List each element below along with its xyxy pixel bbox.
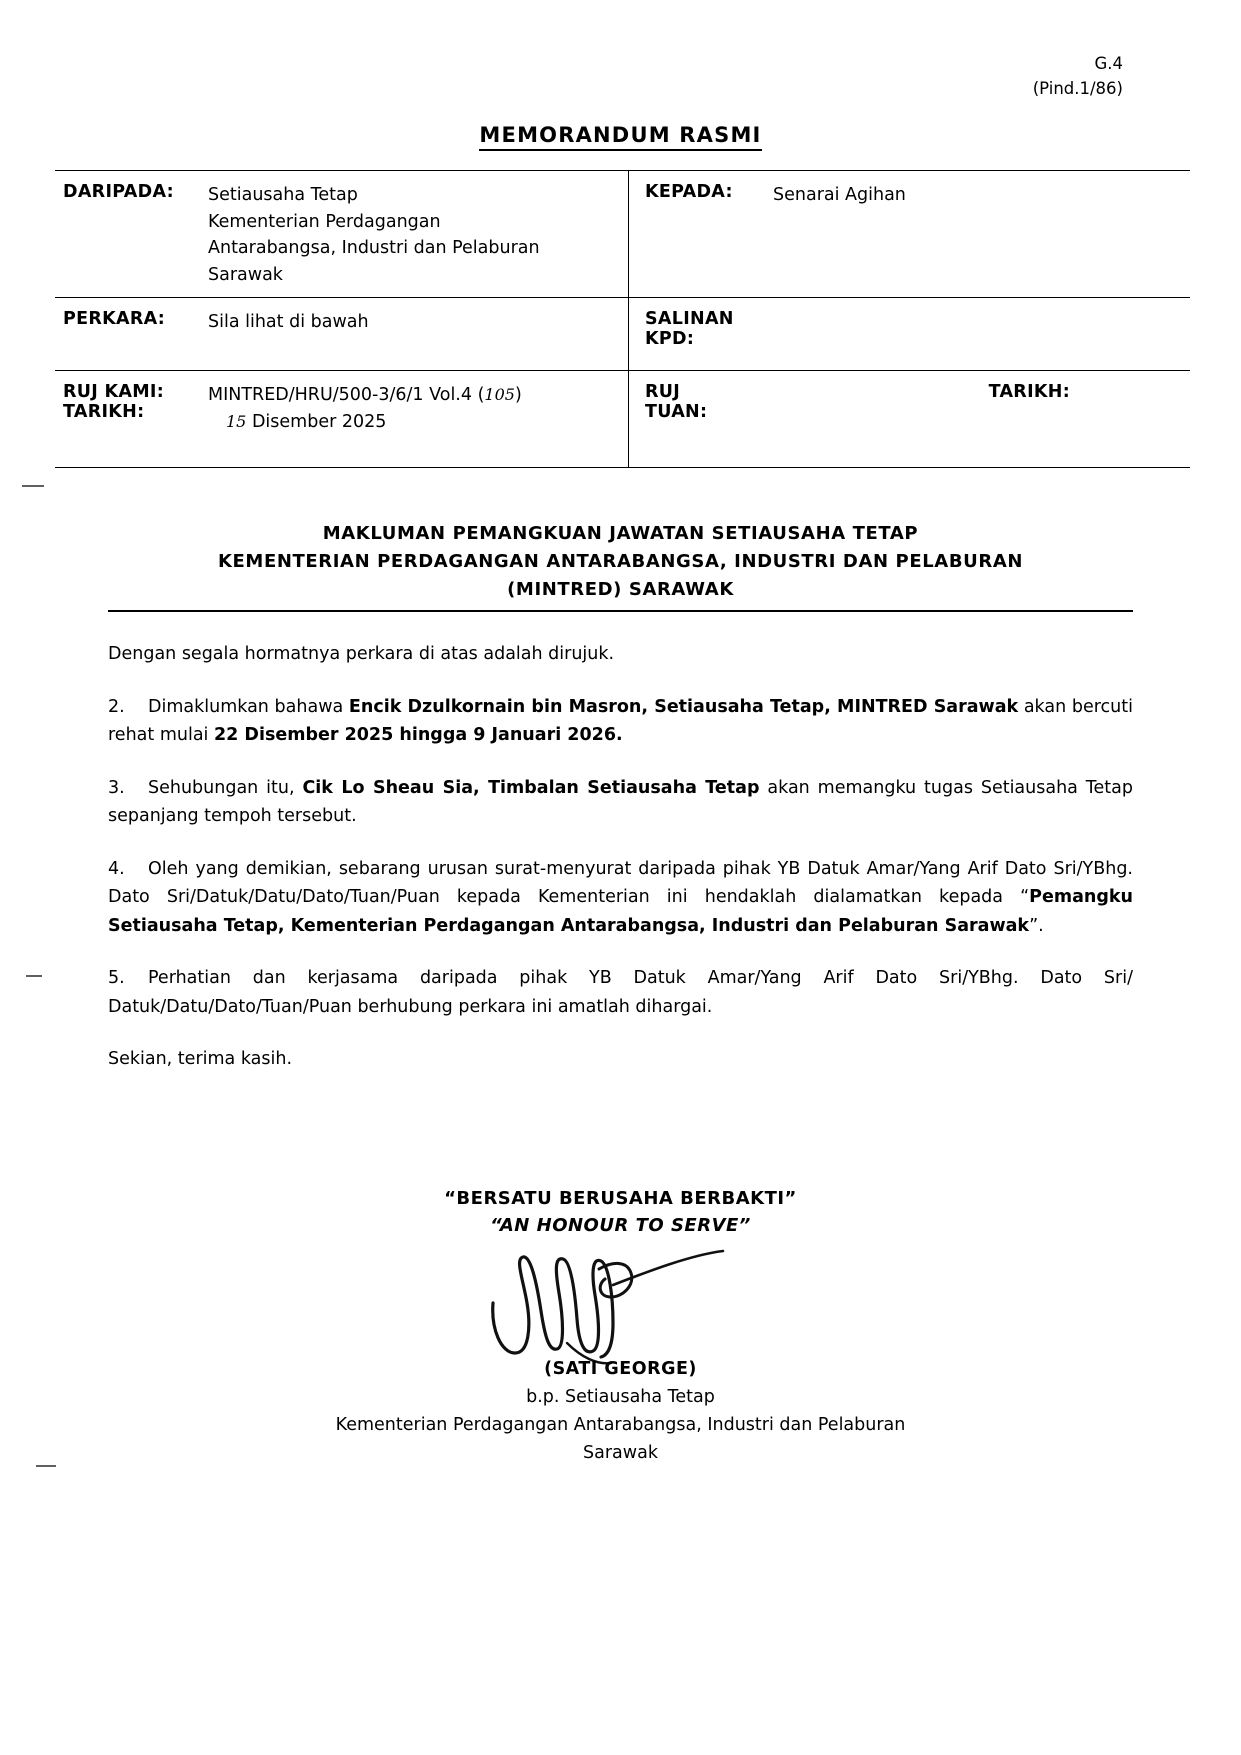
tarikh-value	[208, 409, 522, 436]
ruj-kami-label: RUJ KAMI:	[63, 382, 165, 403]
motto-english: “AN HONOUR TO SERVE”	[490, 1215, 751, 1236]
perkara-label: PERKARA:	[63, 309, 166, 330]
subject-heading	[105, 520, 1136, 604]
header-cell-kepada	[628, 171, 1190, 297]
ruj-kami-value-close: )	[514, 385, 522, 406]
p5-text-a: Perhatian dan kerjasama daripada pihak YB Datuk Amar/Yang Arif Dato Sri/YBhg. Dato Sri/ Datuk/Datu/Dato/Tuan/Puan berhubung perkara ini amatlah dihargai.	[108, 968, 1133, 1017]
p4-number: 4.	[108, 858, 125, 879]
kepada-value: Senarai Agihan	[773, 185, 906, 205]
subject-line-2: KEMENTERIAN PERDAGANGAN ANTARABANGSA, INDUSTRI DAN PELABURAN	[217, 550, 1024, 572]
tarikh-right-label: TARIKH:	[988, 382, 1070, 403]
body-paragraph-4	[108, 855, 1133, 941]
body-paragraph-3	[108, 774, 1133, 831]
form-code-line2: (Pind.1/86)	[1032, 78, 1123, 98]
p2-text-d: 22 Disember 2025 hingga 9 Januari 2026.	[213, 725, 623, 746]
ruj-kami-values	[208, 382, 522, 458]
ruj-tuan-label-line2: TUAN:	[645, 402, 708, 423]
signatory-role: b.p. Setiausaha Tetap	[526, 1387, 715, 1407]
header-row-perkara	[55, 298, 1190, 370]
salinan-kpd-label-line2: KPD:	[645, 329, 695, 350]
p3-text-c: akan memangku tugas Setiausaha Tetap sepanjang tempoh tersebut.	[108, 777, 1133, 827]
daripada-value	[208, 182, 540, 288]
memo-header-table	[55, 170, 1190, 468]
p4-text-a: Oleh yang demikian, sebarang urusan surat-menyurat daripada pihak YB Datuk Amar/Yang Arif Dato Sri/YBhg. Dato Sri/Datuk/Datu/Dato/Tuan/Puan kepada Kementerian ini hendaklah dialamatkan kepada “	[108, 858, 1133, 908]
form-code	[1033, 52, 1123, 102]
ruj-tuan-label-line1: RUJ	[645, 382, 681, 403]
header-cell-perkara	[55, 298, 628, 370]
memo-body	[108, 640, 1133, 1098]
department-motto	[0, 1185, 1241, 1239]
page-title	[0, 123, 1241, 147]
header-row-daripada	[55, 171, 1190, 297]
kepada-label: KEPADA:	[645, 182, 733, 202]
page-title-text: MEMORANDUM RASMI	[479, 123, 761, 151]
perkara-value: Sila lihat di bawah	[208, 312, 369, 333]
p5-number: 5.	[108, 968, 125, 989]
daripada-line-3: Antarabangsa, Industri dan Pelaburan	[208, 238, 540, 259]
p3-number: 3.	[108, 777, 125, 798]
signature-area	[0, 1245, 1241, 1365]
body-paragraph-1	[108, 640, 1133, 669]
p2-text-c: akan bercuti rehat mulai	[108, 696, 1133, 746]
scan-artifact	[22, 485, 44, 487]
body-paragraph-5	[108, 964, 1133, 1021]
ruj-kami-value	[208, 382, 522, 409]
p4-text-b: Pemangku Setiausaha Tetap, Kementerian Perdagangan Antarabangsa, Industri dan Pelaburan Sarawak	[108, 887, 1133, 936]
header-cell-daripada	[55, 171, 628, 297]
ruj-kami-tarikh-labels	[63, 382, 208, 458]
salinan-kpd-label	[645, 309, 773, 361]
subject-line-1: MAKLUMAN PEMANGKUAN JAWATAN SETIAUSAHA TETAP	[322, 523, 919, 544]
subject-divider	[108, 610, 1133, 612]
daripada-line-2: Kementerian Perdagangan	[208, 211, 441, 232]
p2-text-b: Encik Dzulkornain bin Masron, Setiausaha Tetap, MINTRED Sarawak	[348, 696, 1019, 717]
tarikh-label: TARIKH:	[63, 402, 145, 423]
header-cell-salinan-kpd	[628, 298, 1190, 370]
salinan-kpd-label-line1: SALINAN	[645, 309, 734, 330]
form-code-line1: G.4	[1094, 54, 1123, 73]
header-rule-bottom	[55, 467, 1190, 468]
signatory-org-line1: Kementerian Perdagangan Antarabangsa, Industri dan Pelaburan	[335, 1415, 906, 1435]
ruj-kami-value-text: MINTRED/HRU/500-3/6/1 Vol.4 (	[208, 385, 485, 406]
signatory-name: (SATI GEORGE)	[544, 1359, 697, 1379]
subject-line-3: (MINTRED) SARAWAK	[507, 578, 734, 600]
header-cell-ruj-tuan	[628, 371, 1190, 467]
ruj-kami-handwritten: 105	[484, 385, 515, 405]
header-cell-ruj-kami	[55, 371, 628, 467]
header-row-rujukan	[55, 371, 1190, 467]
body-paragraph-2	[108, 693, 1133, 750]
p2-text-a: Dimaklumkan bahawa	[148, 696, 349, 717]
closing-text: Sekian, terima kasih.	[108, 1049, 293, 1070]
ruj-tuan-label	[645, 382, 773, 458]
daripada-line-4: Sarawak	[208, 264, 283, 285]
tarikh-handwritten: 15	[226, 411, 247, 431]
p2-number: 2.	[108, 696, 125, 717]
p3-text-b: Cik Lo Sheau Sia, Timbalan Setiausaha Tetap	[302, 777, 760, 798]
body-closing	[108, 1045, 1133, 1074]
p1-text: Dengan segala hormatnya perkara di atas adalah dirujuk.	[108, 644, 615, 664]
scan-artifact	[26, 975, 42, 977]
signatory-org-line2: Sarawak	[583, 1443, 658, 1463]
signature-block	[0, 1355, 1241, 1467]
daripada-line-1: Setiausaha Tetap	[208, 185, 358, 205]
motto-malay: “BERSATU BERUSAHA BERBAKTI”	[444, 1188, 797, 1209]
daripada-label: DARIPADA:	[63, 182, 174, 202]
tarikh-value-text: Disember 2025	[251, 411, 387, 432]
p3-text-a: Sehubungan itu,	[148, 777, 303, 798]
p4-text-c: ”.	[1029, 915, 1044, 936]
